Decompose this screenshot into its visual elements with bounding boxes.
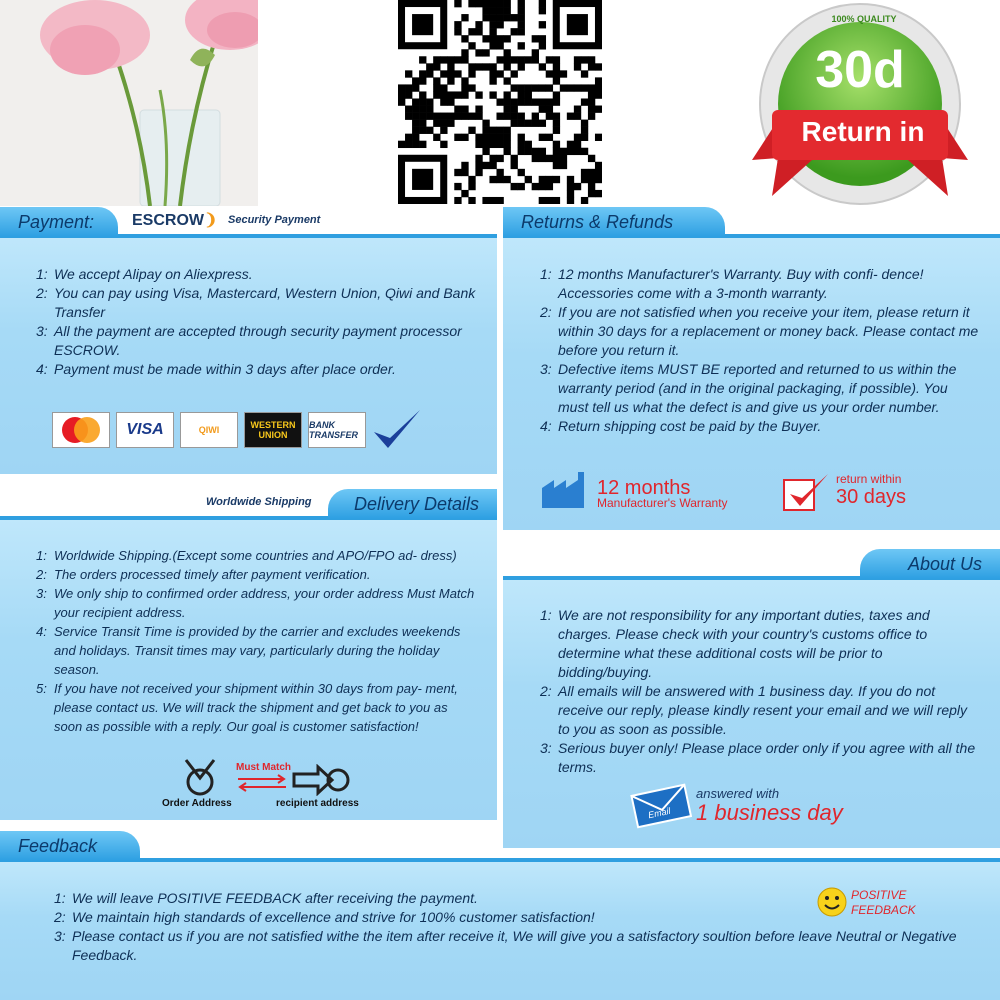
list-item: 3: Serious buyer only! Please place order only if you agree with all the terms. xyxy=(540,740,976,775)
feedback-label: FEEDBACK xyxy=(851,903,916,917)
list-item: 4: Payment must be made within 3 days after place order. xyxy=(36,361,396,377)
return-check-icon xyxy=(782,470,832,512)
badge-days: 30d xyxy=(815,41,905,99)
worldwide-label: Worldwide Shipping xyxy=(206,496,312,508)
about-tab: About Us xyxy=(860,549,1000,579)
list-item: 3: Please contact us if you are not satisfied withe the item after receive it, We will give you a satisfactory soultion before leave Neutral or Negative Feedback. xyxy=(54,928,957,963)
list-item: 2: We maintain high standards of excellence and strive for 100% customer satisfaction! xyxy=(54,909,595,925)
email-label: Email xyxy=(647,805,672,821)
delivery-tab: Delivery Details xyxy=(328,489,497,519)
check-icon xyxy=(372,408,422,452)
return-big: 30 days xyxy=(836,486,907,508)
answered-big: 1 business day xyxy=(696,800,843,825)
western-union-icon: WESTERN UNION xyxy=(244,412,302,448)
email-icon xyxy=(630,780,692,830)
list-item: 2: The orders processed timely after payment verification. xyxy=(36,567,371,582)
answered-small: answered with xyxy=(696,786,780,801)
list-item: 4: Return shipping cost be paid by the Buyer. xyxy=(540,418,822,434)
payment-methods xyxy=(52,408,422,452)
mastercard-icon xyxy=(52,412,110,448)
exchange-arrows-icon xyxy=(234,774,290,792)
list-item: 3: We only ship to confirmed order address, your order address Must Match your recipient address. xyxy=(36,586,475,620)
returns-list xyxy=(540,265,980,436)
bank-transfer-icon: BANK TRANSFER xyxy=(308,412,366,448)
list-item: 1: 12 months Manufacturer's Warranty. Buy with confi- dence! Accessories come with a 3-month warranty. xyxy=(540,266,924,301)
returns-tab: Returns & Refunds xyxy=(503,207,725,237)
payment-list xyxy=(36,265,476,379)
return-badge xyxy=(748,0,980,228)
feedback-tab: Feedback xyxy=(0,831,140,861)
list-item: 1: We will leave POSITIVE FEEDBACK after receiving the payment. xyxy=(54,890,478,906)
badge-ribbon-text: Return in xyxy=(801,116,925,147)
recipient-arrow-icon xyxy=(292,764,352,796)
list-item: 3: All the payment are accepted through security payment processor ESCROW. xyxy=(36,323,462,358)
must-match-label: Must Match xyxy=(236,762,291,773)
qr-code xyxy=(398,0,602,204)
flower-photo xyxy=(0,0,258,206)
list-item: 1: We accept Alipay on Aliexpress. xyxy=(36,266,253,282)
order-address-label: Order Address xyxy=(162,798,232,809)
factory-icon xyxy=(540,470,594,510)
list-item: 2: If you are not satisfied when you receive your item, please return it within 30 days for a replacement or money back. Please contact me before you return it. xyxy=(540,304,979,358)
delivery-list xyxy=(36,546,476,736)
list-item: 2: You can pay using Visa, Mastercard, Western Union, Qiwi and Bank Transfer xyxy=(36,285,476,320)
badge-quality-text: 100% QUALITY xyxy=(831,14,897,24)
qiwi-icon: QIWI xyxy=(180,412,238,448)
list-item: 1: We are not responsibility for any important duties, taxes and charges. Please check with your country's customs office to determine what these additional costs will be prior to bidding/buying. xyxy=(540,607,930,680)
about-list xyxy=(540,606,980,777)
warranty-big: 12 months xyxy=(597,477,691,499)
positive-label: POSITIVE xyxy=(851,888,907,902)
list-item: 5: If you have not received your shipment within 30 days from pay- ment, please contact us. We will track the shipment and get back to you as soon as possible with a reply. Our goal is customer satisfaction! xyxy=(36,681,458,734)
visa-icon: VISA xyxy=(116,412,174,448)
smiley-icon xyxy=(816,886,848,918)
escrow-label: ESCROW xyxy=(132,212,204,229)
escrow-sub: Security Payment xyxy=(228,214,321,226)
escrow-logo: ESCROW❩ xyxy=(132,212,218,229)
recipient-address-label: recipient address xyxy=(276,798,359,809)
list-item: 2: All emails will be answered with 1 business day. If you do not receive our reply, please kindly resent your email and we will reply to you as soon as possible. xyxy=(540,683,968,737)
return-small: return within xyxy=(836,472,902,486)
list-item: 4: Service Transit Time is provided by the carrier and excludes weekends and holidays. Transit times may vary, particularly during the holiday season. xyxy=(36,624,461,677)
warranty-small: Manufacturer's Warranty xyxy=(597,496,728,510)
payment-tab: Payment: xyxy=(0,207,118,237)
order-address-icon xyxy=(180,758,220,796)
list-item: 3: Defective items MUST BE reported and returned to us within the warranty period (and in the original packaging, if possible). You must tell us what the defect is and give us your order number. xyxy=(540,361,957,415)
list-item: 1: Worldwide Shipping.(Except some countries and APO/FPO ad- dress) xyxy=(36,548,457,563)
